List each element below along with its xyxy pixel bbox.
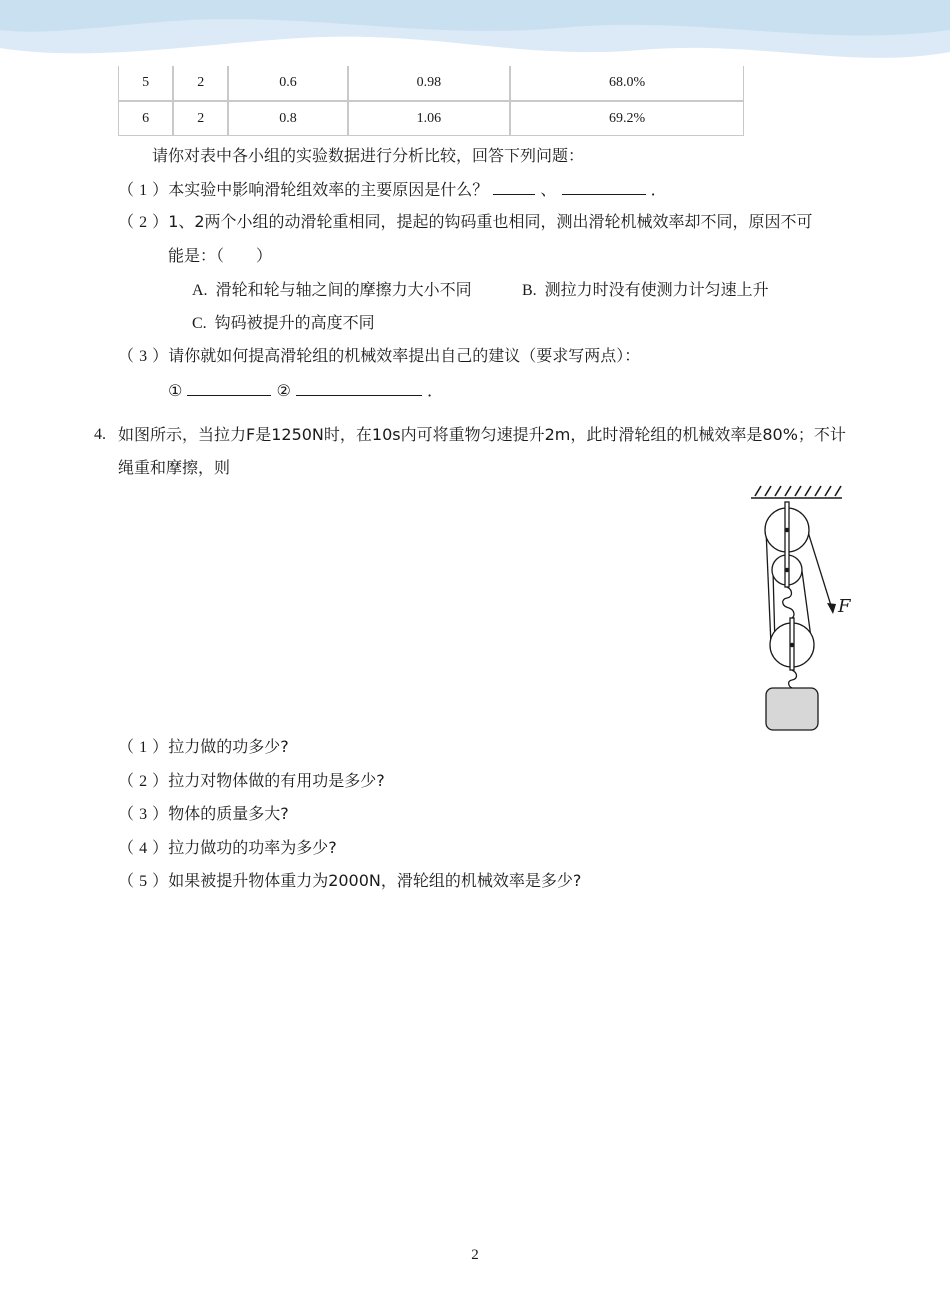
table-cell: 0.8 bbox=[228, 101, 347, 136]
option-letter: B. bbox=[522, 282, 537, 299]
pulley-system-figure bbox=[745, 480, 855, 735]
q4-sub-index: 2 bbox=[139, 773, 148, 790]
table-cell: 68.0% bbox=[510, 66, 744, 101]
q4-sub-text: 拉力对物体做的有用功是多少? bbox=[168, 771, 385, 790]
q3-sub2-index: 2 bbox=[139, 214, 148, 231]
table-cell: 1.06 bbox=[348, 101, 510, 136]
table-cell: 0.6 bbox=[228, 66, 347, 101]
q3-option-b bbox=[522, 280, 769, 301]
table-cell: 5 bbox=[118, 66, 173, 101]
q4-sub-text: 物体的质量多大? bbox=[168, 804, 289, 823]
answer-blank bbox=[493, 179, 535, 195]
q4-sub-text: 拉力做的功多少? bbox=[168, 737, 289, 756]
option-letter: C. bbox=[192, 315, 207, 332]
ceiling-icon bbox=[751, 486, 842, 498]
option-text: 滑轮和轮与轴之间的摩擦力大小不同 bbox=[215, 280, 472, 299]
q3-sub3-end: ． bbox=[427, 381, 444, 400]
q3-sub3-text: 请你就如何提高滑轮组的机械效率提出自己的建议（要求写两点）： bbox=[168, 346, 641, 365]
q3-sub2-text2: 能是：（ ） bbox=[168, 246, 273, 265]
q4-sub-index: 4 bbox=[139, 840, 148, 857]
weight-block bbox=[766, 688, 818, 730]
q3-sub1-end: ． bbox=[650, 180, 667, 199]
q4-sub-index: 1 bbox=[139, 739, 148, 756]
q4-sub-3: （ 3 ）物体的质量多大? bbox=[118, 804, 289, 823]
q4-sub-4: （ 4 ）拉力做功的功率为多少? bbox=[118, 838, 337, 857]
q3-option-c bbox=[192, 313, 375, 334]
answer-blank bbox=[296, 380, 422, 396]
table-cell: 2 bbox=[173, 66, 228, 101]
q4-line2: 绳重和摩擦，则 bbox=[118, 458, 231, 477]
hook-icon bbox=[789, 670, 797, 688]
q4-number: 4. bbox=[94, 426, 106, 443]
table-cell: 69.2% bbox=[510, 101, 744, 136]
rope bbox=[766, 530, 771, 645]
q3-sub1-index: 1 bbox=[139, 182, 148, 199]
q4-sub-5: （ 5 ）如果被提升物体重力为2000N，滑轮组的机械效率是多少? bbox=[118, 871, 582, 890]
q3-sub1-text: 本实验中影响滑轮组效率的主要原因是什么？ bbox=[168, 180, 489, 199]
table-row bbox=[118, 66, 744, 101]
force-label: F bbox=[838, 596, 851, 617]
q3-intro: 请你对表中各小组的实验数据进行分析比较，回答下列问题： bbox=[152, 146, 585, 165]
header-wave-decoration bbox=[0, 0, 950, 75]
page-number: 2 bbox=[471, 1247, 479, 1263]
option-letter: A. bbox=[192, 282, 208, 299]
answer-mark-1: ① bbox=[168, 381, 183, 400]
q4-sub-text: 如果被提升物体重力为2000N，滑轮组的机械效率是多少? bbox=[168, 871, 582, 890]
table-cell: 6 bbox=[118, 101, 173, 136]
pull-rope bbox=[808, 532, 833, 612]
hook-icon bbox=[783, 587, 794, 618]
q4-line1: 如图所示，当拉力F是1250N时，在10s内可将重物匀速提升2m，此时滑轮组的机械效率是80%；不计 bbox=[118, 425, 846, 444]
q3-sub1-separator: 、 bbox=[540, 180, 557, 199]
pulley-frame bbox=[785, 502, 789, 587]
option-text: 钩码被提升的高度不同 bbox=[214, 313, 375, 332]
q4-sub-index: 5 bbox=[139, 873, 148, 890]
table-cell: 2 bbox=[173, 101, 228, 136]
experiment-data-table bbox=[118, 66, 744, 136]
q3-sub2: （ 2 ）1、2两个小组的动滑轮重相同，提起的钩码重也相同，测出滑轮机械效率却不同，原因不可 bbox=[118, 212, 813, 231]
q4-sub-text: 拉力做功的功率为多少? bbox=[168, 838, 337, 857]
q4-sub-1: （ 1 ）拉力做的功多少? bbox=[118, 737, 289, 756]
q4-sub-index: 3 bbox=[139, 806, 148, 823]
answer-mark-2: ② bbox=[276, 381, 291, 400]
q3-sub2-text1: 1、2两个小组的动滑轮重相同，提起的钩码重也相同，测出滑轮机械效率却不同，原因不可 bbox=[168, 212, 813, 231]
q3-sub1: （ 1 ）本实验中影响滑轮组效率的主要原因是什么？ 、 ． bbox=[118, 180, 667, 199]
table-row bbox=[118, 101, 744, 136]
answer-blank bbox=[562, 179, 646, 195]
q4-sub-2: （ 2 ）拉力对物体做的有用功是多少? bbox=[118, 771, 385, 790]
q3-sub3: （ 3 ）请你就如何提高滑轮组的机械效率提出自己的建议（要求写两点）： bbox=[118, 346, 641, 365]
q3-option-a bbox=[192, 280, 472, 301]
option-text: 测拉力时没有使测力计匀速上升 bbox=[544, 280, 769, 299]
answer-blank bbox=[187, 380, 271, 396]
q3-sub3-index: 3 bbox=[139, 348, 148, 365]
table-cell: 0.98 bbox=[348, 66, 510, 101]
arrow-icon bbox=[827, 603, 836, 614]
q3-sub3-answers bbox=[168, 380, 443, 401]
